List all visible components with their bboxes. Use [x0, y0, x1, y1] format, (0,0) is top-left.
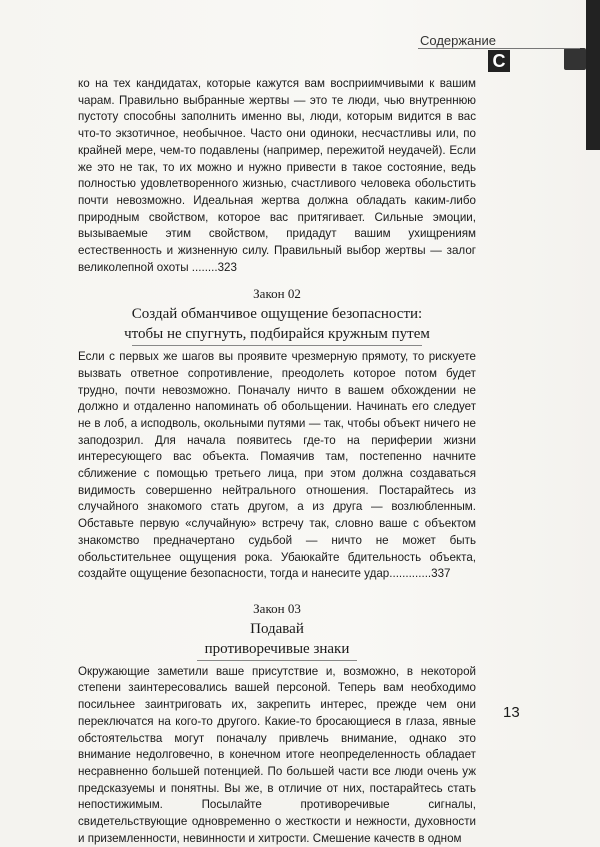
law-03-body: Окружающие заметили ваше присутствие и, возможно, в некоторой степени заинтересовались вашей персоной. Теперь вам необходимо посильнее заинтриговать их, закрепить интерес, прежде чем они переключатся на кого-то другого. Какие-то бросающиеся в глаза, явные обстоятельства могут поначалу привлечь внимание, однако это внимание недолговечно, в конечном итоге неопределенность обладает несравненно большей потенцией. По большей части все люди очень уж предсказуемы и понятны. Вы же, в отличие от них, постарайтесь стать непостижимым. Посылайте противоречивые сигналы, свидетельствующие одновременно о жесткости и нежности, духовности и приземленности, невинности и хитрости. Смешение качеств в одном: [78, 664, 476, 845]
law-03-block: [78, 601, 476, 847]
law-02-heading-line1: Создай обманчивое ощущение безопасности:: [131, 306, 423, 323]
section-header: Содержание: [420, 33, 496, 48]
law-03-divider: [197, 660, 357, 661]
law-02-heading-line2: чтобы не спугнуть, подбирайся кружным путем: [124, 326, 430, 343]
law-02-divider: [132, 345, 422, 346]
edge-thumb-tab: [586, 0, 600, 150]
law-03-label: Закон 03: [253, 600, 301, 616]
law-02-body: Если с первых же шагов вы проявите чрезмерную прямоту, то рискуете вызвать ответное сопротивление, преодолеть которое потом будет трудно, почти невозможно. Поначалу ничто в вашем обхождении не должно и отдаленно напоминать об обольщении. Начинать его следует не в лоб, а исподволь, окольными путями — так, чтобы объект ничего не заподозрил. Для начала появитесь где-то на периферии жизни интересующего вас объекта. Помаячив там, постепенно начните сближение с помощью третьего лица, при этом должна создаваться видимость совершенно нейтрального отношения. Постарайтесь из случайного знакомого стать другом, а из друга — возлюбленным. Обставьте первую «случайную» встречу так, словно ваше с объектом знакомство предначертано судьбой — ничто не может быть обольстительнее ощущения рока. Убаюкайте бдительность объекта, создайте ощущение безопасности, тогда и нанесите удар.............337: [78, 350, 476, 581]
law-02-block: [78, 286, 476, 583]
section-letter-badge: C: [488, 50, 510, 72]
law-03-heading-line1: Подавай: [250, 620, 304, 637]
edge-tab-notch: [564, 48, 586, 70]
page-content: [78, 76, 476, 847]
law-03-heading-line2: противоречивые знаки: [204, 640, 350, 657]
intro-paragraph: ко на тех кандидатах, которые кажутся вам восприимчивыми к вашим чарам. Правильно выбранные жертвы — это те люди, чью внутреннюю пустоту способны заполнить именно вы, люди, которым видится в вас что-то экзотичное, необычное. Часто они одиноки, несчастливы или, по крайней мере, чем-то подавлены (например, пережитой неудачей). Если же это не так, то их можно и нужно привести в такое состояние, ведь полностью удовлетворенного жизнью, счастливого человека обольстить почти невозможно. Идеальная жертва должна обладать каким-либо природным свойством, которое вас притягивает. Сильные эмоции, вызываемые этим свойством, придадут вашим ухищрениям естественность и жизненную силу. Правильный выбор жертвы — залог великолепной охоты ........323: [78, 77, 476, 274]
page-number: 13: [503, 704, 520, 721]
law-02-label: Закон 02: [253, 286, 301, 302]
section-header-rule: [418, 48, 580, 49]
